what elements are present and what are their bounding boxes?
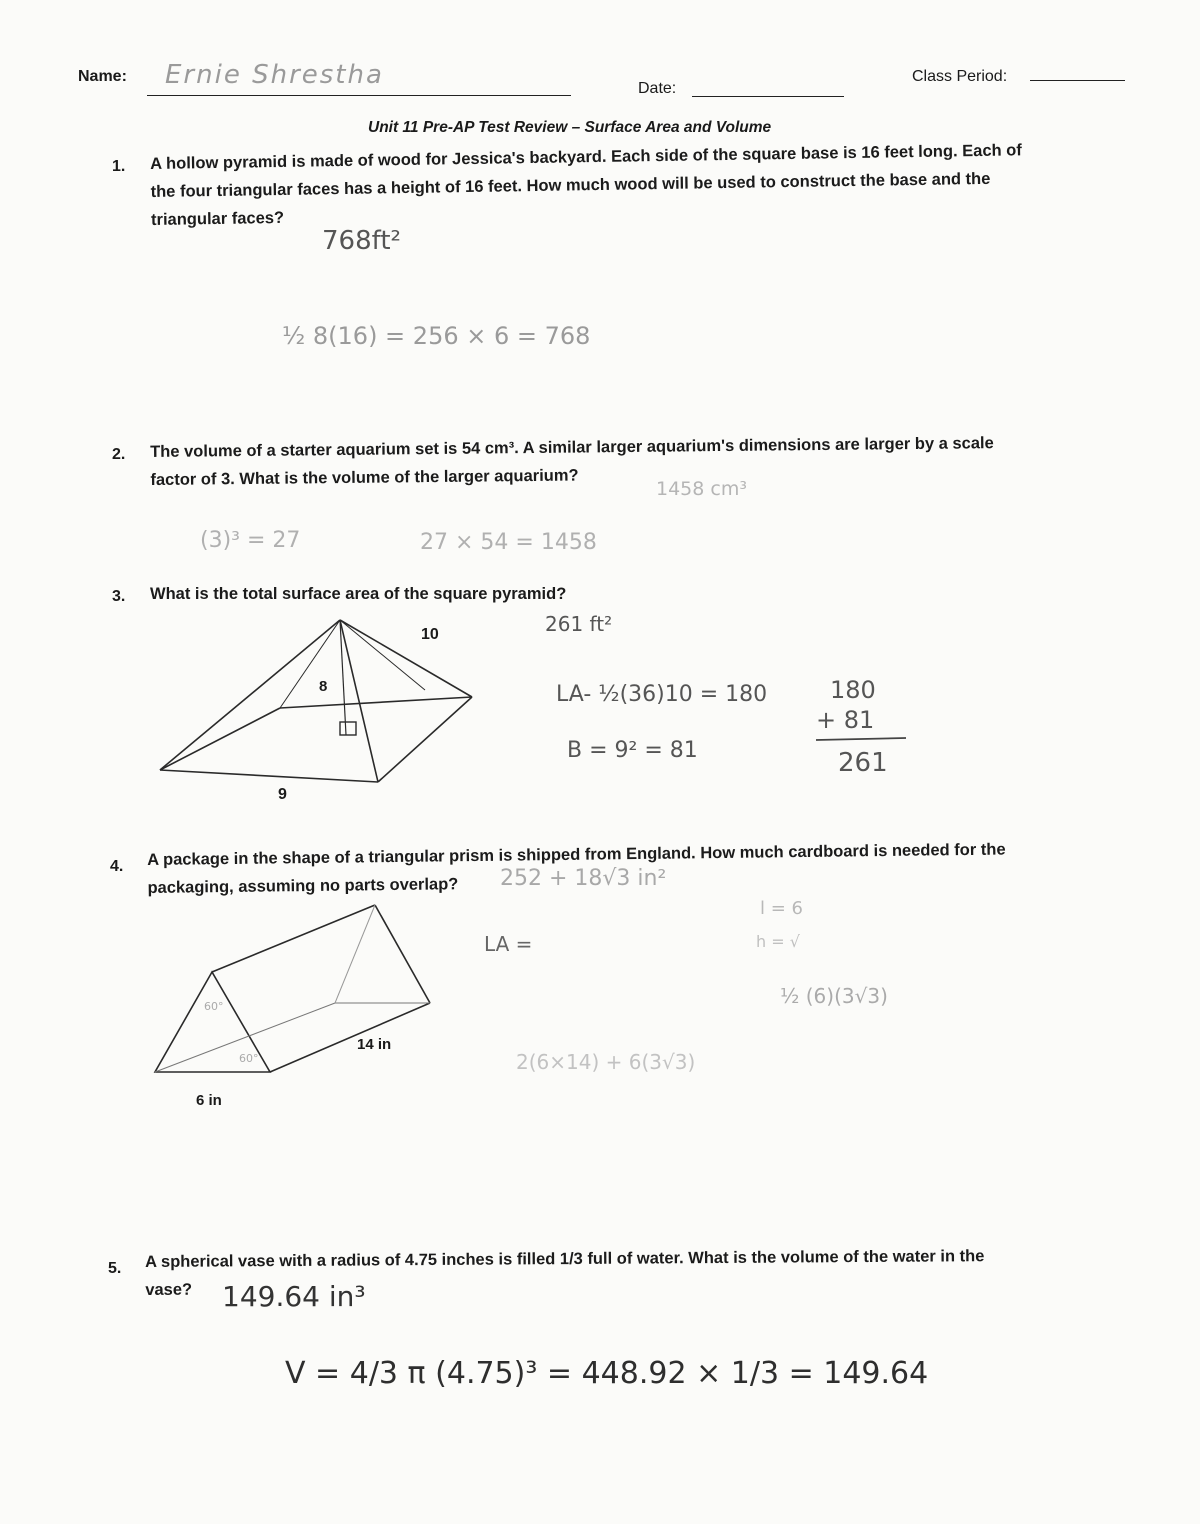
q4-work-total: 2(6×14) + 6(3√3) [516,1050,696,1074]
q5-work: V = 4/3 π (4.75)³ = 448.92 × 1/3 = 149.64 [285,1356,929,1391]
q2-work-2: 27 × 54 = 1458 [420,530,597,555]
q3-sum-1: 180 [830,676,876,704]
prism-back-right-edge [375,905,430,1003]
q5-line-2: vase? [145,1280,193,1299]
q5-answer: 149.64 in³ [222,1280,366,1313]
q4-number: 4. [110,858,124,875]
q3-number: 3. [112,588,126,605]
prism-angle-top: 60° [204,1000,224,1013]
pyramid-base-label: 9 [278,786,287,803]
prism-top-edge [212,905,375,972]
q2-number: 2. [112,446,126,463]
q2-line-1: The volume of a starter aquarium set is 54 cm³. A similar larger aquarium's dimensions are larger by a scale [150,434,994,461]
q4-work-h: h = √ [756,932,800,951]
q4-work-tri: ½ (6)(3√3) [780,984,888,1008]
q5-line-1: A spherical vase with a radius of 4.75 inches is filled 1/3 full of water. What is the volume of the water in the [145,1247,985,1271]
q3-work-base: B = 9² = 81 [567,738,698,763]
pyramid-slant-label: 10 [421,626,439,643]
q3-line-1: What is the total surface area of the square pyramid? [150,585,567,603]
q1-line-1: A hollow pyramid is made of wood for Jessica's backyard. Each side of the square base is 16 feet long. Each of [150,141,1022,173]
prism-length-label: 14 in [357,1036,392,1053]
name-label: Name: [78,68,127,85]
prism-bottom-right-edge [270,1003,430,1072]
q1-number: 1. [112,158,126,175]
q3-sum-2: + 81 [816,706,875,734]
q3-answer: 261 ft² [545,612,613,636]
prism-side-label: 6 in [196,1092,222,1109]
q4-work-l: l = 6 [760,898,803,919]
q2-line-2: factor of 3. What is the volume of the larger aquarium? [150,466,579,489]
q4-answer: 252 + 18√3 in² [500,866,667,891]
q2-answer: 1458 cm³ [656,478,747,500]
q1-work: ½ 8(16) = 256 × 6 = 768 [282,322,591,350]
q3-work-la: LA- ½(36)10 = 180 [556,682,768,707]
q3-sum-total: 261 [838,748,888,778]
q1-line-3: triangular faces? [150,208,285,229]
worksheet-title: Unit 11 Pre-AP Test Review – Surface Area and Volume [368,119,772,136]
pyramid-height-label: 8 [319,678,328,695]
prism-angle-bottom: 60° [239,1052,259,1065]
q4-line-2: packaging, assuming no parts overlap? [147,875,459,897]
q4-line-1: A package in the shape of a triangular prism is shipped from England. How much cardboard is needed for the [147,840,1006,869]
q2-work-1: (3)³ = 27 [200,528,301,553]
q5-number: 5. [108,1260,122,1277]
date-label: Date: [638,80,677,97]
class-period-label: Class Period: [912,68,1008,85]
q4-work-la: LA = [484,932,533,956]
q1-answer: 768ft² [322,226,401,256]
q1-line-2: the four triangular faces has a height of 16 feet. How much wood will be used to construct the base and the [150,169,991,201]
name-value: Ernie Shrestha [165,60,384,90]
